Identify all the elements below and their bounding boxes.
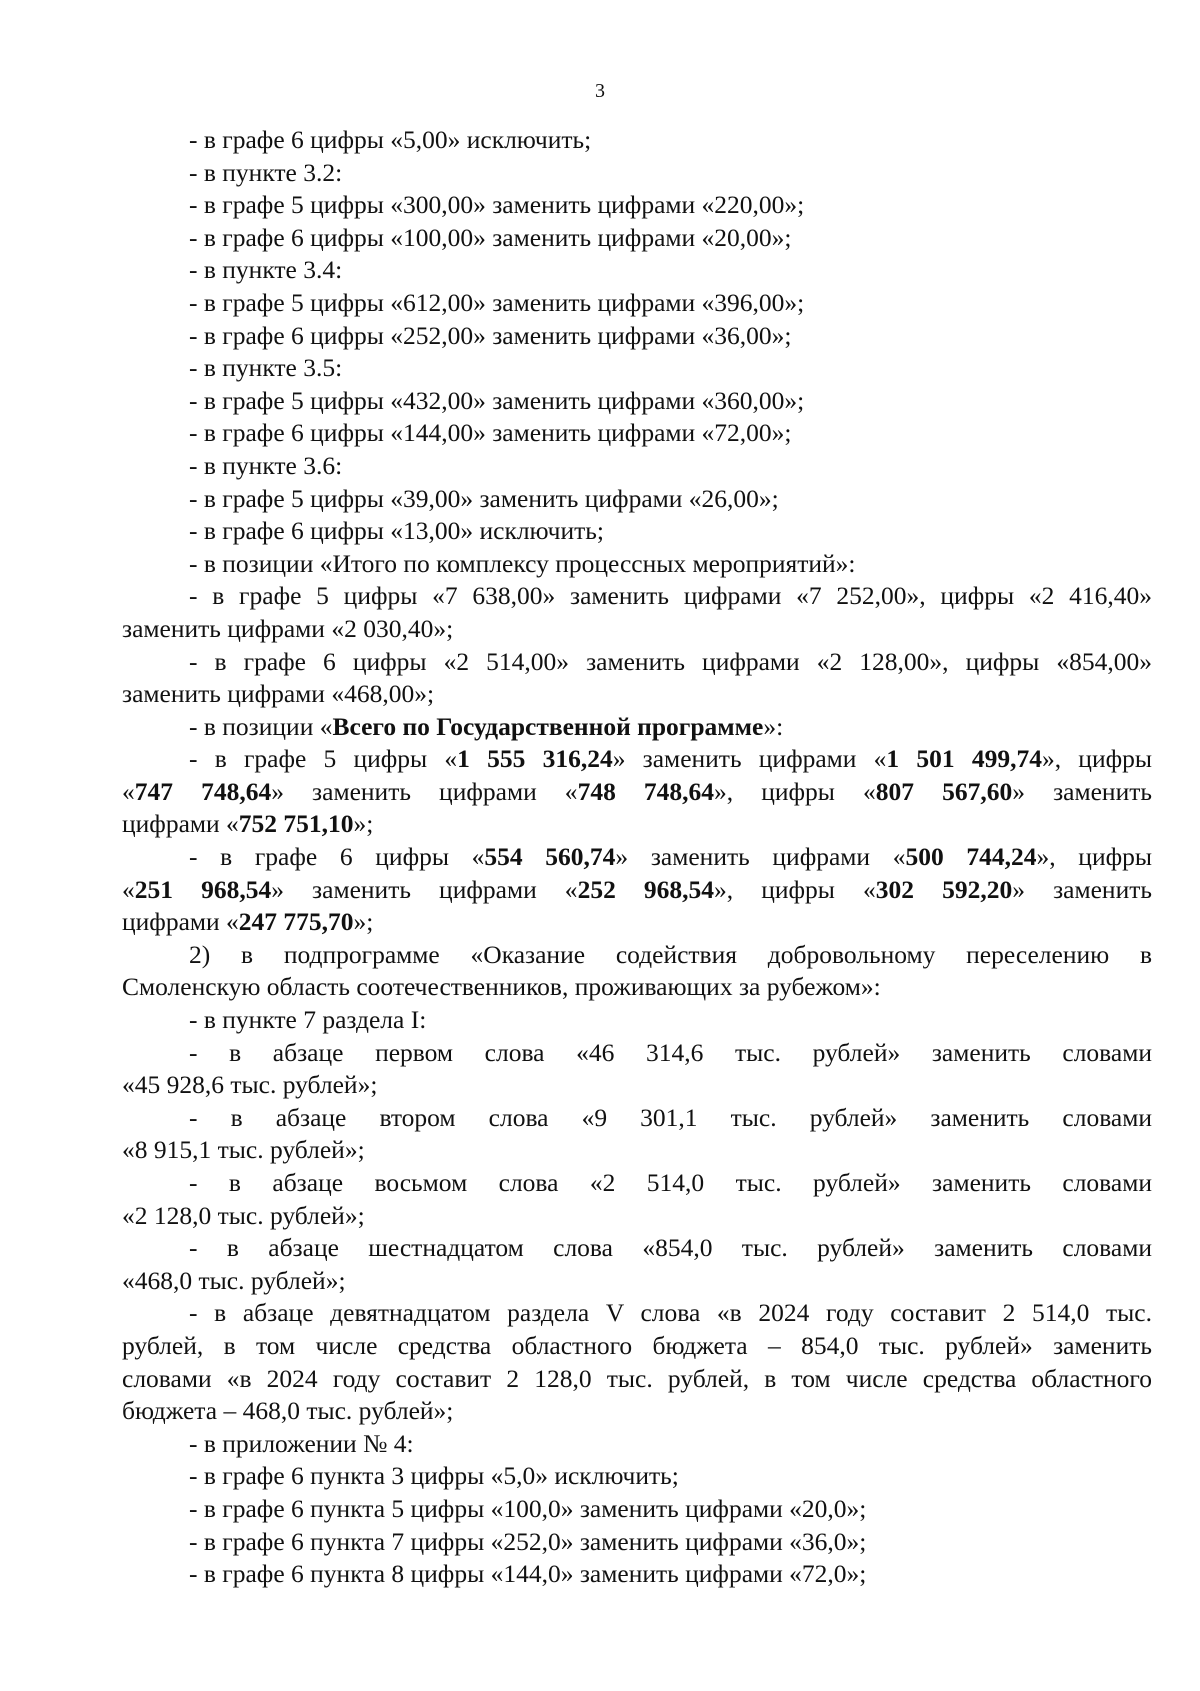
- text-segment: «: [122, 776, 135, 806]
- text-line: [122, 646, 1152, 679]
- bold-text-segment: Всего по Государственной программе: [332, 711, 764, 741]
- text-segment: - в графе 6 цифры «100,00» заменить цифрами «20,00»;: [189, 222, 792, 252]
- text-segment: - в графе 5 цифры «612,00» заменить цифрами «396,00»;: [189, 287, 805, 317]
- text-segment: цифрами «: [122, 907, 239, 937]
- text-line: [122, 287, 1152, 320]
- bold-text-segment: 752 751,10: [238, 809, 354, 839]
- text-segment: » заменить: [1012, 874, 1152, 904]
- text-line: [122, 906, 1152, 939]
- text-segment: - в пункте 3.5:: [189, 353, 343, 383]
- text-line: [122, 1395, 1152, 1428]
- text-segment: 2) в подпрограмме «Оказание содействия добровольному переселению в: [189, 939, 1152, 969]
- text-line: [122, 743, 1152, 776]
- text-segment: - в графе 5 цифры «39,00» заменить цифрами «26,00»;: [189, 483, 779, 513]
- text-segment: - в абзаце первом слова «46 314,6 тыс. рублей» заменить словами: [189, 1037, 1152, 1067]
- document-body: [122, 124, 1152, 1591]
- text-segment: заменить цифрами «468,00»;: [122, 679, 435, 709]
- text-segment: заменить цифрами «2 030,40»;: [122, 613, 454, 643]
- text-segment: - в абзаце шестнадцатом слова «854,0 тыс. рублей» заменить словами: [189, 1233, 1152, 1263]
- text-segment: - в графе 6 цифры «13,00» исключить;: [189, 516, 604, 546]
- text-segment: «8 915,1 тыс. рублей»;: [122, 1135, 365, 1165]
- text-segment: - в пункте 3.2:: [189, 157, 343, 187]
- text-segment: «: [122, 874, 135, 904]
- text-segment: », цифры: [1036, 842, 1152, 872]
- text-segment: - в абзаце восьмом слова «2 514,0 тыс. рублей» заменить словами: [189, 1168, 1152, 1197]
- bold-text-segment: 247 775,70: [238, 907, 354, 937]
- text-segment: - в абзаце девятнадцатом раздела V слова «в 2024 году составит 2 514,0 тыс.: [189, 1298, 1152, 1328]
- text-segment: »:: [763, 711, 784, 741]
- text-line: [122, 580, 1152, 613]
- text-line: [122, 417, 1152, 450]
- bold-text-segment: 252 968,54: [577, 874, 715, 904]
- text-line: [122, 157, 1152, 190]
- text-line: [122, 1330, 1152, 1363]
- bold-text-segment: 748 748,64: [577, 776, 715, 806]
- text-line: [122, 1037, 1152, 1070]
- text-segment: рублей, в том числе средства областного бюджета – 854,0 тыс. рублей» заменить: [122, 1330, 1152, 1360]
- text-segment: - в позиции «Итого по комплексу процессных мероприятий»:: [189, 548, 856, 578]
- text-segment: » заменить цифрами «: [271, 874, 578, 904]
- text-segment: «468,0 тыс. рублей»;: [122, 1265, 346, 1295]
- text-segment: - в графе 6 цифры «144,00» заменить цифрами «72,00»;: [189, 418, 792, 448]
- text-line: [122, 1102, 1152, 1135]
- text-segment: » заменить цифрами «: [271, 776, 578, 806]
- text-segment: »;: [353, 907, 374, 937]
- text-line: [122, 711, 1152, 744]
- text-line: [122, 1069, 1152, 1102]
- bold-text-segment: 807 567,60: [875, 776, 1013, 806]
- text-segment: цифрами «: [122, 809, 239, 839]
- text-segment: - в пункте 3.6:: [189, 450, 343, 480]
- page-number: 3: [595, 80, 605, 102]
- text-segment: бюджета – 468,0 тыс. рублей»;: [122, 1396, 454, 1426]
- bold-text-segment: 554 560,74: [484, 842, 616, 872]
- text-segment: », цифры «: [714, 874, 876, 904]
- text-line: [122, 841, 1152, 874]
- text-line: [122, 1232, 1152, 1265]
- bold-text-segment: 747 748,64: [134, 776, 272, 806]
- bold-text-segment: 251 968,54: [134, 874, 272, 904]
- bold-text-segment: 1 501 499,74: [886, 744, 1042, 774]
- text-segment: «2 128,0 тыс. рублей»;: [122, 1200, 365, 1230]
- text-segment: » заменить: [1012, 776, 1152, 806]
- text-segment: - в графе 6 пункта 5 цифры «100,0» заменить цифрами «20,0»;: [189, 1493, 867, 1523]
- text-line: [122, 352, 1152, 385]
- text-segment: » заменить цифрами «: [612, 744, 887, 774]
- text-segment: »;: [353, 809, 374, 839]
- text-line: [122, 1200, 1152, 1233]
- text-segment: » заменить цифрами «: [615, 842, 906, 872]
- text-segment: Смоленскую область соотечественников, проживающих за рубежом»:: [122, 972, 881, 1002]
- text-segment: - в абзаце втором слова «9 301,1 тыс. рублей» заменить словами: [189, 1102, 1152, 1132]
- text-segment: », цифры: [1041, 744, 1153, 774]
- text-line: [122, 385, 1152, 418]
- text-line: [122, 1297, 1152, 1330]
- text-line: [122, 254, 1152, 287]
- text-line: [122, 613, 1152, 646]
- text-line: [122, 939, 1152, 972]
- text-line: [122, 189, 1152, 222]
- text-line: [122, 1004, 1152, 1037]
- text-line: [122, 548, 1152, 581]
- text-segment: - в графе 6 пункта 7 цифры «252,0» заменить цифрами «36,0»;: [189, 1526, 867, 1556]
- text-segment: - в графе 6 цифры «5,00» исключить;: [189, 125, 592, 154]
- text-line: [122, 483, 1152, 516]
- text-line: [122, 1558, 1152, 1591]
- text-segment: - в графе 6 цифры «2 514,00» заменить цифрами «2 128,00», цифры «854,00»: [189, 646, 1152, 676]
- text-segment: - в графе 6 цифры «252,00» заменить цифрами «36,00»;: [189, 320, 792, 350]
- text-segment: «45 928,6 тыс. рублей»;: [122, 1070, 378, 1100]
- text-line: [122, 515, 1152, 548]
- text-line: [122, 450, 1152, 483]
- text-line: [122, 124, 1152, 157]
- text-line: [122, 1460, 1152, 1493]
- text-line: [122, 1526, 1152, 1559]
- text-line: [122, 320, 1152, 353]
- text-segment: - в позиции «: [189, 711, 333, 741]
- text-line: [122, 1167, 1152, 1200]
- text-segment: - в пункте 7 раздела I:: [189, 1005, 427, 1035]
- text-line: [122, 776, 1152, 809]
- text-line: [122, 222, 1152, 255]
- text-line: [122, 1493, 1152, 1526]
- text-line: [122, 1265, 1152, 1298]
- text-segment: - в графе 5 цифры «: [189, 744, 458, 774]
- text-segment: - в приложении № 4:: [189, 1428, 414, 1458]
- text-segment: - в графе 6 пункта 3 цифры «5,0» исключить;: [189, 1461, 679, 1491]
- text-line: [122, 808, 1152, 841]
- text-line: [122, 874, 1152, 907]
- text-segment: - в графе 6 пункта 8 цифры «144,0» заменить цифрами «72,0»;: [189, 1559, 867, 1589]
- text-segment: », цифры «: [714, 776, 876, 806]
- bold-text-segment: 302 592,20: [875, 874, 1013, 904]
- text-segment: словами «в 2024 году составит 2 128,0 тыс. рублей, в том числе средства областного: [122, 1363, 1152, 1393]
- text-line: [122, 1428, 1152, 1461]
- text-segment: - в графе 6 цифры «: [189, 842, 485, 872]
- text-segment: - в графе 5 цифры «300,00» заменить цифрами «220,00»;: [189, 190, 805, 220]
- text-segment: - в графе 5 цифры «7 638,00» заменить цифрами «7 252,00», цифры «2 416,40»: [189, 581, 1152, 611]
- text-segment: - в графе 5 цифры «432,00» заменить цифрами «360,00»;: [189, 385, 805, 415]
- bold-text-segment: 500 744,24: [905, 842, 1037, 872]
- text-line: [122, 1134, 1152, 1167]
- text-line: [122, 678, 1152, 711]
- text-segment: - в пункте 3.4:: [189, 255, 343, 285]
- text-line: [122, 971, 1152, 1004]
- text-line: [122, 1363, 1152, 1396]
- bold-text-segment: 1 555 316,24: [457, 744, 613, 774]
